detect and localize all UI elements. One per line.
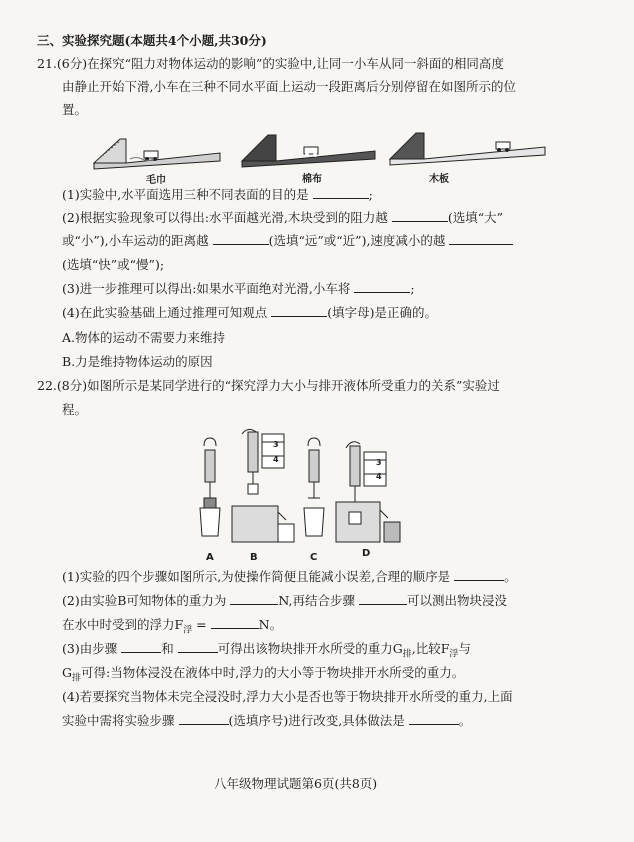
q21-stem-line1: 21.(6分)在探究“阻力对物体运动的影响”的实验中,让同一小车从同一斜面的相同高度: [37, 56, 504, 71]
fig-label-board: 木板: [429, 174, 449, 185]
q22-s2b: 在水中时受到的浮力$F_浮 = N$。: [62, 617, 283, 636]
q22-s4b: 实验中需将实验步骤 (选填序号)进行改变,具体做法是 。: [62, 713, 472, 728]
answer-blank[interactable]: [178, 640, 218, 653]
answer-blank[interactable]: [213, 232, 269, 245]
answer-blank[interactable]: [409, 712, 459, 725]
answer-blank[interactable]: [271, 304, 327, 317]
q22-stem-line1: 22.(8分)如图所示是某同学进行的“探究浮力大小与排开液体所受重力的关系”实验过: [37, 378, 500, 393]
q21-option-a: A.物体的运动不需要力来维持: [62, 330, 226, 345]
q21-s1: (1)实验中,水平面选用三种不同表面的目的是 ;: [62, 187, 373, 202]
answer-blank[interactable]: [449, 232, 513, 245]
answer-blank[interactable]: [211, 616, 259, 629]
q21-s2b: 或“小”),小车运动的距离越 (选填“远”或“近”),速度减小的越: [62, 232, 513, 250]
answer-blank[interactable]: [179, 712, 229, 725]
ramp-cloth: [242, 135, 375, 167]
ramp-towel: [94, 139, 220, 169]
scale-tick-b-top: 3: [273, 440, 279, 449]
answer-blank[interactable]: [454, 568, 504, 581]
q22-s2a: (2)由实验B可知物体的重力为 N,再结合步骤 可以测出物块浸没: [62, 593, 508, 608]
step-b-apparatus: [232, 429, 294, 542]
step-c-apparatus: [304, 438, 324, 536]
q22-buoyancy-figure: [190, 428, 410, 558]
fig-label-a: A: [206, 552, 214, 563]
answer-blank[interactable]: [392, 209, 448, 222]
q21-s4: (4)在此实验基础上通过推理可知观点 (填字母)是正确的。: [62, 305, 437, 320]
q21-stem-line2: 由静止开始下滑,小车在三种不同水平面上运动一段距离后分别停留在如图所示的位: [62, 79, 516, 94]
fig-label-b: B: [250, 552, 258, 563]
step-a-apparatus: [200, 438, 220, 536]
answer-blank[interactable]: [313, 186, 369, 199]
q22-s3a: (3)由步骤 和 可得出该物块排开水所受的重力$G_排$,比较$F_浮$与: [62, 641, 471, 660]
q22-s4a: (4)若要探究当物体未完全浸没时,浮力大小是否也等于物块排开水所受的重力,上面: [62, 689, 513, 704]
ramp-board: [390, 133, 545, 165]
q22-s1: (1)实验的四个步骤如图所示,为使操作简便且能减小误差,合理的顺序是 。: [62, 569, 517, 584]
q21-option-b: B.力是维持物体运动的原因: [62, 354, 213, 369]
answer-blank[interactable]: [359, 592, 407, 605]
q22-s3b: $G_排$可得:当物体浸没在液体中时,浮力的大小等于物块排开水所受的重力。: [62, 665, 465, 684]
fig-label-c: C: [310, 552, 318, 563]
fig-label-towel: 毛巾: [146, 175, 166, 186]
step-d-apparatus: [336, 442, 400, 542]
q21-s3: (3)进一步推理可以得出:如果水平面绝对光滑,小车将 ;: [62, 281, 415, 296]
scale-tick-d-top: 3: [376, 458, 382, 467]
scale-tick-d-bottom: 4: [376, 472, 382, 481]
q21-s2a: (2)根据实验现象可以得出:水平面越光滑,木块受到的阻力越 (选填“大”: [62, 210, 504, 225]
answer-blank[interactable]: [354, 280, 410, 293]
q21-stem-line3: 置。: [62, 102, 88, 117]
fig-label-cloth: 棉布: [302, 174, 322, 185]
answer-blank[interactable]: [121, 640, 161, 653]
fig-label-d: D: [362, 548, 371, 559]
section-title: 三、实验探究题(本题共4个小题,共30分): [37, 33, 267, 48]
q21-s2c: (选填“快”或“慢”);: [62, 257, 165, 272]
answer-blank[interactable]: [230, 592, 278, 605]
page-footer: 八年级物理试题第6页(共8页): [214, 776, 378, 791]
q22-stem-line2: 程。: [62, 402, 88, 417]
scale-tick-b-bottom: 4: [273, 455, 279, 464]
